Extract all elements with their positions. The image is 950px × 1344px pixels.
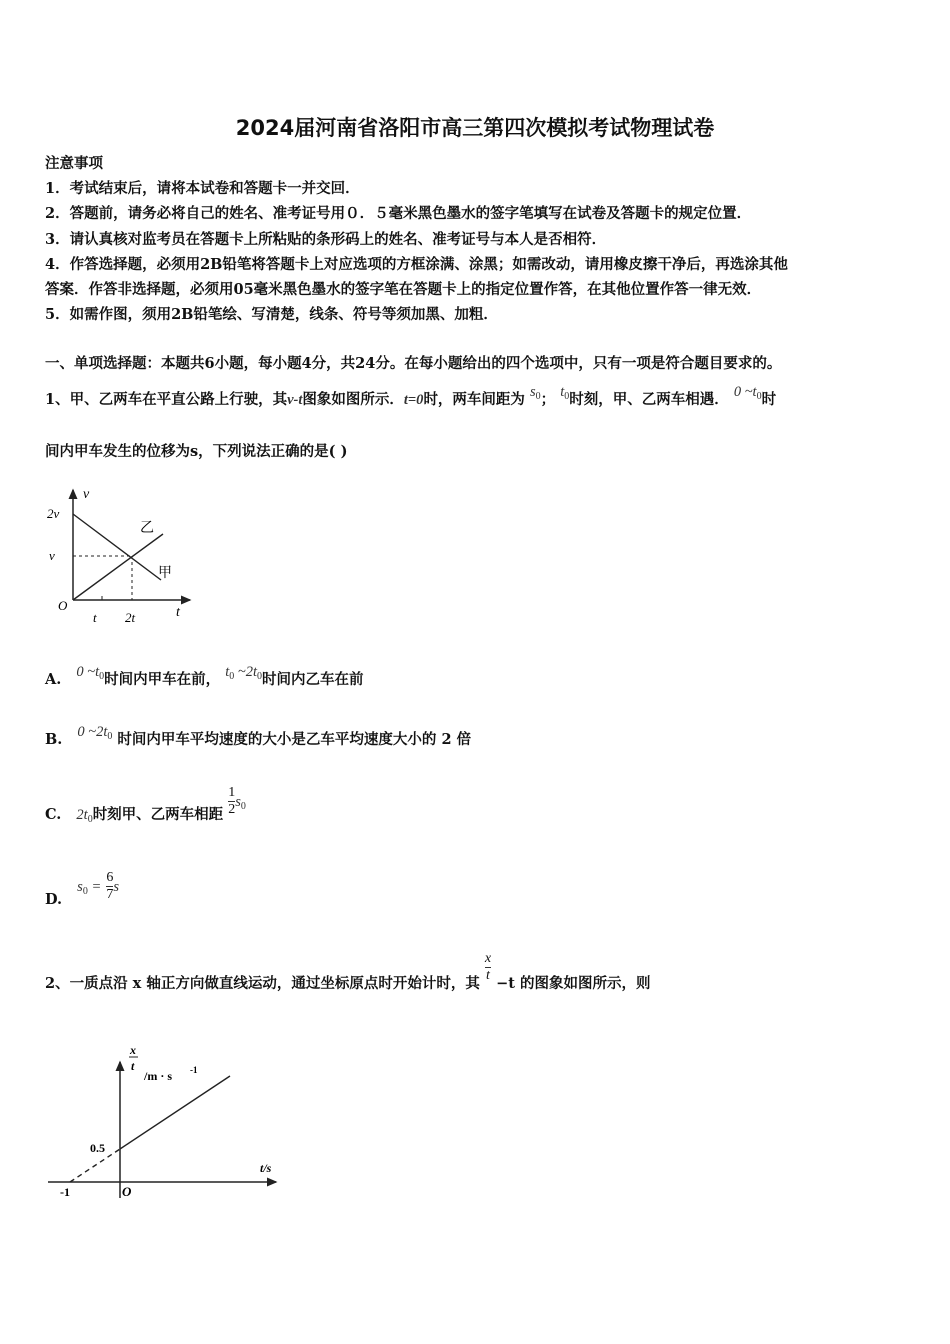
origin-label: O — [122, 1184, 132, 1199]
question-1-stem-line2: 间内甲车发生的位移为s，下列说法正确的是( ) — [45, 443, 348, 460]
y-unit-sup: -1 — [190, 1065, 198, 1075]
y-tick-2v0: 2v — [47, 506, 60, 521]
section-heading: 一、单项选择题：本题共6小题，每小题4分，共24分。在每小题给出的四个选项中，只有一项是符合题目要求的。 — [45, 355, 782, 372]
option-d[interactable]: D. $s_0$ = $\frac{6}{7}$ s — [45, 870, 119, 908]
option-a[interactable]: A. 0 $\sim t_0$时间内甲车在前， $t_0$ $\sim 2t_0$时间内乙车在前 — [45, 664, 364, 688]
x-tick-neg1: -1 — [60, 1185, 70, 1199]
label-jia: 甲 — [158, 566, 172, 581]
y-label-num: x — [130, 1043, 136, 1057]
option-b[interactable]: B. 0 $\sim 2t_0$ 时间内甲车平均速度的大小是乙车平均速度大小的 2 倍 — [45, 724, 472, 748]
page-title: 2024届河南省洛阳市高三第四次模拟考试物理试卷 — [235, 116, 715, 140]
xt-graph — [40, 1040, 290, 1210]
notice-item: 1．考试结束后，请将本试卷和答题卡一并交回． — [45, 180, 360, 197]
x-tick-2t0: 2t — [125, 610, 136, 625]
v-axis-label: v — [83, 487, 90, 502]
notice-item: 4．作答选择题，必须用2B铅笔将答题卡上对应选项的方框涂满、涂黑；如需改动，请用橡皮擦干净后，再选涂其他 — [45, 256, 788, 273]
y-label-den: t — [131, 1059, 135, 1073]
fraction-half: $\frac{1}{2}$ — [228, 785, 236, 817]
t-axis-label: t — [176, 605, 180, 620]
option-c[interactable]: C. $2t_0$时刻甲、乙两车相距 $\frac{1}{2}$ $s_0$ — [45, 785, 246, 825]
question-1-stem: 1、甲、乙两车在平直公路上行驶，其v-t图象如图所示．t=0时，两车间距为 $s_0$； $t_0$时刻，甲、乙两车相遇． 0 $\sim t_0$时 — [45, 384, 777, 408]
notice-item: 5．如需作图，须用2B铅笔绘、写清楚，线条、符号等须加黑、加粗． — [45, 306, 498, 323]
y-unit: /m · s — [144, 1069, 173, 1083]
line-yi — [73, 534, 163, 600]
notice-item: 3．请认真核对监考员在答题卡上所粘贴的条形码上的姓名、准考证号与本人是否相符． — [45, 231, 607, 248]
vt-graph — [45, 482, 205, 632]
y-tick-0-5: 0.5 — [90, 1141, 105, 1155]
notice-item: 2．答题前，请务必将自己的姓名、准考证号用０．５毫米黑色墨水的签字笔填写在试卷及答题卡的规定位置． — [45, 205, 752, 222]
fraction-six-sevenths: $\frac{6}{7}$ — [106, 870, 114, 902]
notice-item: 答案．作答非选择题，必须用05毫米黑色墨水的签字笔在答题卡上的指定位置作答，在其他位置作答一律无效． — [45, 281, 762, 298]
x-axis-label: t/s — [260, 1161, 272, 1175]
fraction-x-over-t: $\frac{x}{t}$ — [484, 951, 492, 983]
question-2-stem: 2、一质点沿 x 轴正方向做直线运动，通过坐标原点时开始计时，其 $\frac{x}{t}$ −t 的图象如图所示，则 — [45, 951, 651, 992]
notice-heading: 注意事项 — [45, 155, 103, 172]
origin-label: O — [58, 598, 68, 613]
y-tick-v0: v — [49, 548, 55, 563]
x-tick-t0: t — [93, 610, 97, 625]
label-yi: 乙 — [140, 521, 154, 536]
line-x-over-t — [120, 1076, 230, 1149]
